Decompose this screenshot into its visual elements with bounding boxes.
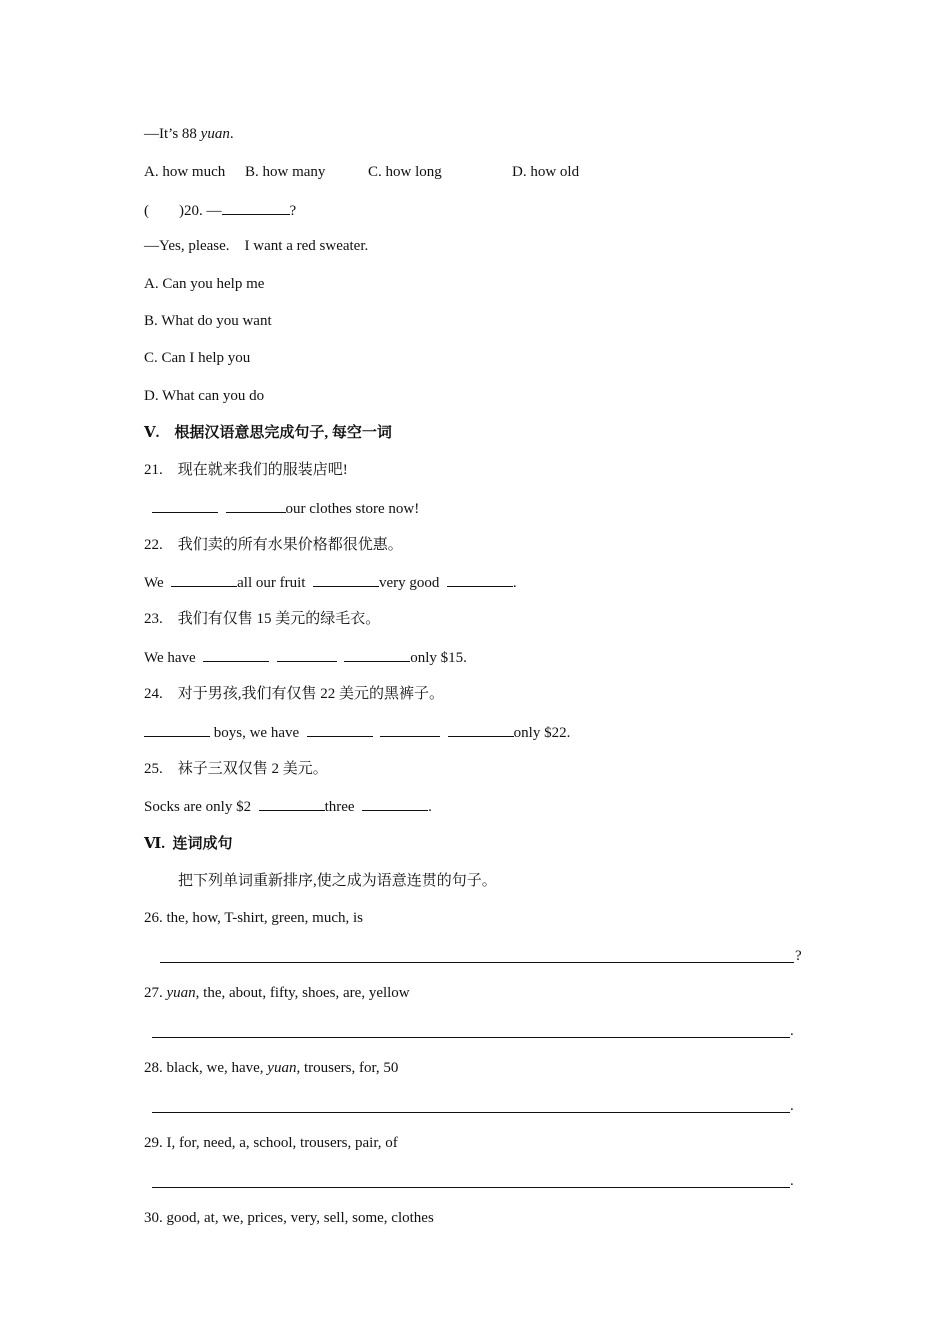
q23-blank-3[interactable] (344, 647, 410, 662)
q27-answer-line[interactable] (152, 1037, 790, 1038)
q22-blank-1[interactable] (171, 572, 237, 587)
q20-option-d[interactable]: D. What can you do (144, 388, 265, 404)
q22-blank-3[interactable] (447, 572, 513, 587)
q21-blank-2[interactable] (226, 498, 286, 513)
q28-words: 28. black, we, have, yuan, trousers, for, 50 (144, 1060, 399, 1076)
q19-option-c[interactable]: C. how long (368, 164, 442, 180)
q20-blank[interactable] (222, 200, 290, 215)
q20-option-a[interactable]: A. Can you help me (144, 276, 265, 292)
q19-option-b[interactable]: B. how many (245, 164, 326, 180)
q29-words: 29. I, for, need, a, school, trousers, pair, of (144, 1135, 398, 1151)
q19-answer: —It’s 88 yuan. (144, 126, 234, 142)
section6-instruction: 把下列单词重新排序,使之成为语意连贯的句子。 (178, 873, 497, 889)
q20-option-b[interactable]: B. What do you want (144, 313, 272, 329)
q20-stem: ( )20. — ? (144, 200, 296, 221)
q24-chinese: 24. 对于男孩,我们有仅售 22 美元的黑裤子。 (144, 686, 445, 702)
q29-answer-line[interactable] (152, 1187, 790, 1188)
section5-title: Ⅴ. 根据汉语意思完成句子, 每空一词 (144, 425, 392, 441)
q22-english: We all our fruit very good . (144, 572, 517, 593)
q24-blank-1[interactable] (144, 722, 210, 737)
q22-chinese: 22. 我们卖的所有水果价格都很优惠。 (144, 537, 403, 553)
q25-blank-1[interactable] (259, 796, 325, 811)
q28-answer-line[interactable] (152, 1112, 790, 1113)
q19-option-d[interactable]: D. how old (512, 164, 580, 180)
q21-english: our clothes store now! (152, 498, 419, 519)
q23-blank-2[interactable] (277, 647, 337, 662)
q20-reply: —Yes, please. I want a red sweater. (144, 238, 369, 254)
q22-blank-2[interactable] (313, 572, 379, 587)
q23-blank-1[interactable] (203, 647, 269, 662)
q28-end: . (790, 1098, 794, 1114)
q30-words: 30. good, at, we, prices, very, sell, some, clothes (144, 1210, 434, 1226)
q25-chinese: 25. 袜子三双仅售 2 美元。 (144, 761, 328, 777)
q26-words: 26. the, how, T-shirt, green, much, is (144, 910, 364, 926)
q24-english: boys, we have only $22. (144, 722, 570, 743)
q21-chinese: 21. 现在就来我们的服装店吧! (144, 462, 348, 478)
q29-end: . (790, 1173, 794, 1189)
q25-english: Socks are only $2 three . (144, 796, 432, 817)
q26-answer-line[interactable] (160, 962, 794, 963)
section6-title: Ⅵ. 连词成句 (144, 836, 233, 852)
q25-blank-2[interactable] (362, 796, 428, 811)
q27-end: . (790, 1023, 794, 1039)
q21-blank-1[interactable] (152, 498, 218, 513)
q24-blank-4[interactable] (448, 722, 514, 737)
q26-end: ? (795, 948, 802, 964)
q23-english: We have only $15. (144, 647, 467, 668)
q19-option-a[interactable]: A. how much (144, 164, 226, 180)
q27-words: 27. yuan, the, about, fifty, shoes, are, yellow (144, 985, 410, 1001)
q24-blank-3[interactable] (380, 722, 440, 737)
q24-blank-2[interactable] (307, 722, 373, 737)
q20-option-c[interactable]: C. Can I help you (144, 350, 251, 366)
q23-chinese: 23. 我们有仅售 15 美元的绿毛衣。 (144, 611, 381, 627)
